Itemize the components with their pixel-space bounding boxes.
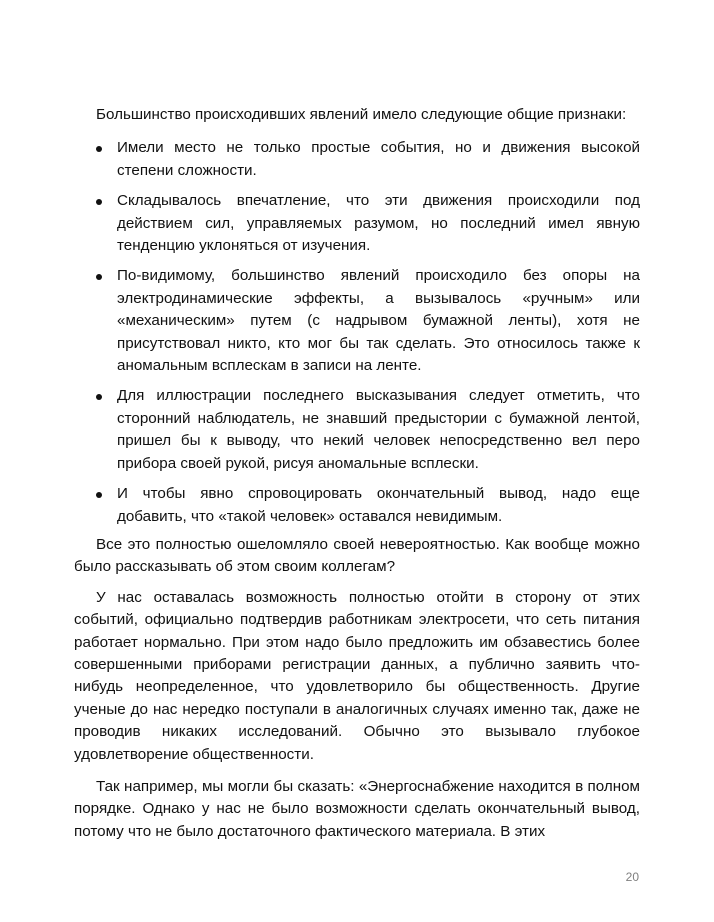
bullet-icon [96, 492, 102, 498]
page-body [74, 104, 640, 843]
intro-paragraph: Большинство происходивших явлений имело следующие общие признаки: [96, 106, 627, 123]
list-item-text: Складывалось впечатление, что эти движения происходили под действием сил, управляемых разумом, но последний имел явную тенденцию уклоняться от изучения. [117, 192, 640, 255]
list-item [74, 385, 640, 475]
page-number: 20 [625, 870, 639, 884]
bullet-icon [96, 274, 102, 280]
bullet-icon [96, 199, 102, 205]
bullet-icon [96, 146, 102, 152]
list-item-text: И чтобы явно спровоцировать окончательный вывод, надо еще добавить, что «такой человек» оставался невидимым. [117, 485, 640, 525]
bullet-list [74, 137, 640, 528]
body-paragraph: Так например, мы могли бы сказать: «Энергоснабжение находится в полном порядке. Однако у нас не было возможности сделать окончательный вывод, потому что не было достаточного фактического материала. В этих [74, 777, 640, 840]
list-item-text: По-видимому, большинство явлений происходило без опоры на электродинамические эффекты, а вызывалось «ручным» или «механическим» путем (с надрывом бумажной ленты), хотя не присутствовал никто, кто мог бы так сделать. Это относилось также к аномальным всплескам в записи на ленте. [117, 267, 640, 375]
list-item-text: Для иллюстрации последнего высказывания следует отметить, что сторонний наблюдатель, не знавший предыстории с бумажной лентой, пришел бы к выводу, что некий человек непосредственно вел перо прибора своей рукой, рисуя аномальные всплески. [117, 387, 640, 472]
body-paragraph: У нас оставалась возможность полностью отойти в сторону от этих событий, официально подтвердив работникам электросети, что сеть питания работает нормально. При этом надо было предложить им обзавестись более совершенными приборами регистрации данных, а публично заявить что-нибудь неопределенное, что удовлетворило бы общественность. Другие ученые до нас нередко поступали в аналогичных случаях именно так, даже не проводив никаких исследований. Обычно это вызывало глубокое удовлетворение общественности. [74, 588, 640, 763]
body-paragraph: Все это полностью ошеломляло своей невероятностью. Как вообще можно было рассказывать об этом своим коллегам? [74, 535, 640, 576]
bullet-icon [96, 394, 102, 400]
list-item-text: Имели место не только простые события, но и движения высокой степени сложности. [117, 139, 640, 179]
list-item [74, 137, 640, 182]
list-item [74, 265, 640, 377]
list-item [74, 190, 640, 257]
list-item [74, 483, 640, 528]
